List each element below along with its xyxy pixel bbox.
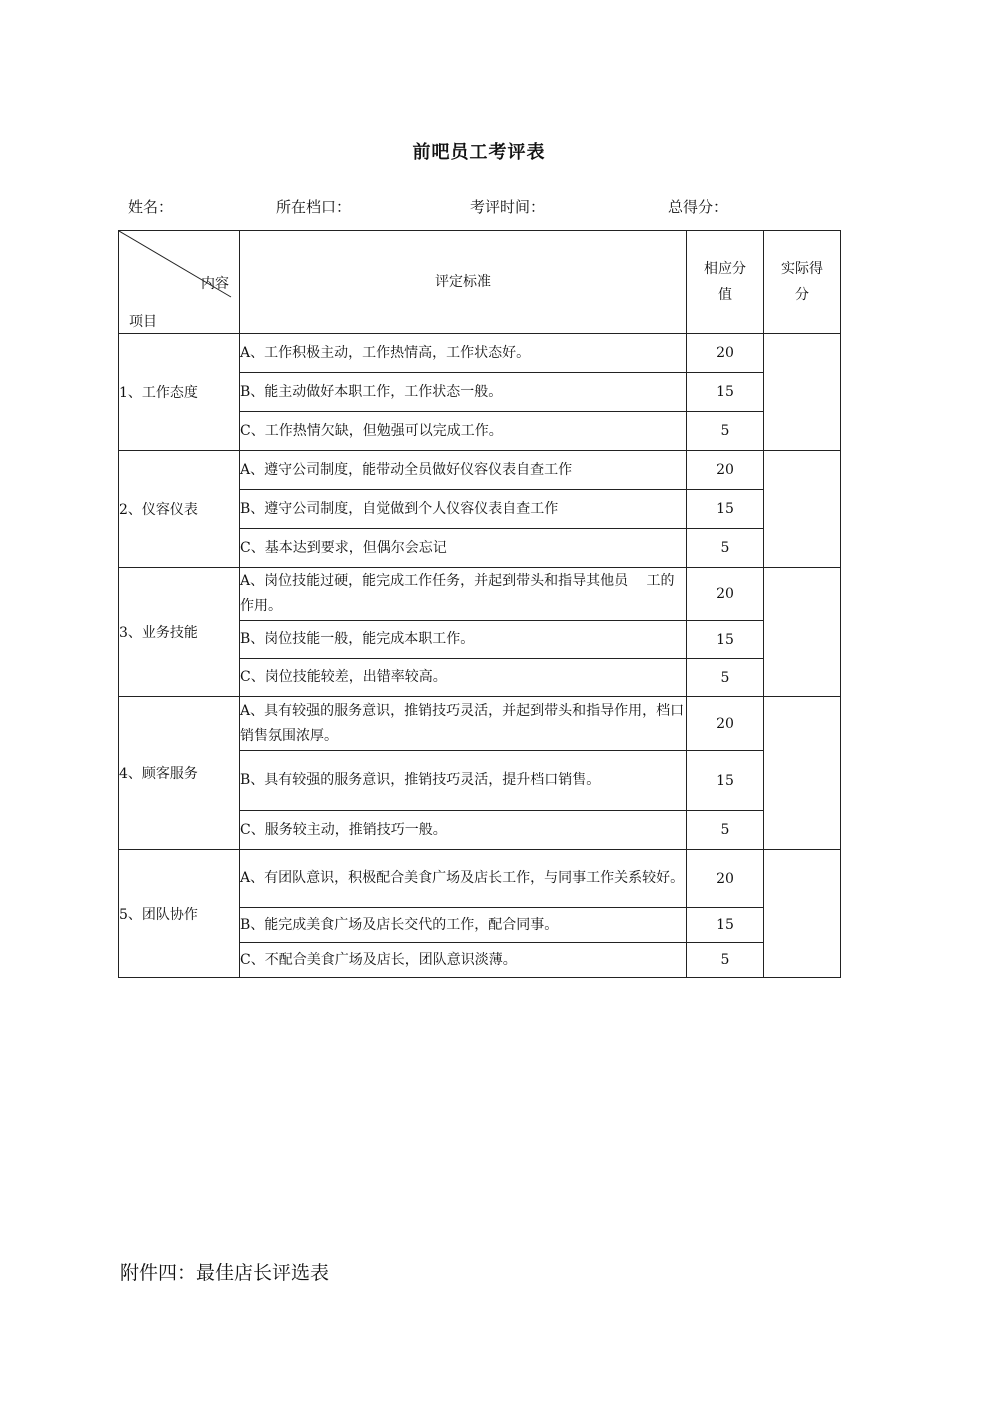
eval-time-label: 考评时间： bbox=[470, 198, 546, 216]
score-cell: 20 bbox=[687, 451, 764, 490]
category-cell: 4、顾客服务 bbox=[119, 697, 240, 850]
score-cell: 15 bbox=[687, 373, 764, 412]
criteria-cell: A、工作积极主动，工作热情高，工作状态好。 bbox=[240, 334, 687, 373]
score-cell: 15 bbox=[687, 490, 764, 529]
criteria-cell: B、岗位技能一般，能完成本职工作。 bbox=[240, 621, 687, 659]
category-cell: 5、团队协作 bbox=[119, 850, 240, 978]
score-cell: 20 bbox=[687, 568, 764, 621]
score-cell: 20 bbox=[687, 334, 764, 373]
criteria-cell: A、岗位技能过硬，能完成工作任务，并起到带头和指导其他员 工的作用。 bbox=[240, 568, 687, 621]
category-cell: 2、仪容仪表 bbox=[119, 451, 240, 568]
name-label: 姓名： bbox=[128, 198, 174, 216]
header-row bbox=[119, 231, 841, 334]
evaluation-table bbox=[118, 230, 841, 978]
criteria-cell: C、不配合美食广场及店长，团队意识淡薄。 bbox=[240, 943, 687, 978]
actual-score-cell[interactable] bbox=[764, 850, 841, 978]
diagonal-header-cell bbox=[119, 231, 240, 334]
score-cell: 5 bbox=[687, 412, 764, 451]
score-cell: 5 bbox=[687, 529, 764, 568]
criteria-cell: C、基本达到要求，但偶尔会忘记 bbox=[240, 529, 687, 568]
score-cell: 5 bbox=[687, 659, 764, 697]
criteria-cell: A、具有较强的服务意识，推销技巧灵活，并起到带头和指导作用，档口销售氛围浓厚。 bbox=[240, 697, 687, 751]
actual-score-cell[interactable] bbox=[764, 334, 841, 451]
stall-label: 所在档口： bbox=[276, 198, 352, 216]
table-row bbox=[119, 334, 841, 373]
actual-score-cell[interactable] bbox=[764, 451, 841, 568]
score-cell: 20 bbox=[687, 850, 764, 908]
score-cell: 15 bbox=[687, 751, 764, 811]
header-score: 相应分 值 bbox=[687, 231, 764, 334]
category-cell: 1、工作态度 bbox=[119, 334, 240, 451]
header-item-label: 项目 bbox=[129, 314, 157, 330]
score-cell: 15 bbox=[687, 621, 764, 659]
table-row bbox=[119, 568, 841, 621]
criteria-cell: A、有团队意识，积极配合美食广场及店长工作，与同事工作关系较好。 bbox=[240, 850, 687, 908]
criteria-cell: C、工作热情欠缺，但勉强可以完成工作。 bbox=[240, 412, 687, 451]
header-criteria: 评定标准 bbox=[240, 231, 687, 334]
score-cell: 5 bbox=[687, 943, 764, 978]
table-row bbox=[119, 697, 841, 751]
category-cell: 3、业务技能 bbox=[119, 568, 240, 697]
page-title: 前吧员工考评表 bbox=[412, 142, 546, 163]
score-cell: 15 bbox=[687, 908, 764, 943]
actual-score-cell[interactable] bbox=[764, 697, 841, 850]
appendix-heading: 附件四：最佳店长评选表 bbox=[120, 1262, 330, 1284]
criteria-cell: B、遵守公司制度，自觉做到个人仪容仪表自查工作 bbox=[240, 490, 687, 529]
criteria-cell: B、能完成美食广场及店长交代的工作，配合同事。 bbox=[240, 908, 687, 943]
header-actual-score: 实际得 分 bbox=[764, 231, 841, 334]
criteria-cell: C、服务较主动，推销技巧一般。 bbox=[240, 811, 687, 850]
score-cell: 20 bbox=[687, 697, 764, 751]
total-score-label: 总得分： bbox=[668, 198, 729, 216]
criteria-cell: B、具有较强的服务意识，推销技巧灵活，提升档口销售。 bbox=[240, 751, 687, 811]
criteria-cell: C、岗位技能较差，出错率较高。 bbox=[240, 659, 687, 697]
table-row bbox=[119, 850, 841, 908]
actual-score-cell[interactable] bbox=[764, 568, 841, 697]
score-cell: 5 bbox=[687, 811, 764, 850]
criteria-cell: B、能主动做好本职工作，工作状态一般。 bbox=[240, 373, 687, 412]
criteria-cell: A、遵守公司制度，能带动全员做好仪容仪表自查工作 bbox=[240, 451, 687, 490]
header-content-label: 内容 bbox=[201, 276, 229, 292]
table-row bbox=[119, 451, 841, 490]
